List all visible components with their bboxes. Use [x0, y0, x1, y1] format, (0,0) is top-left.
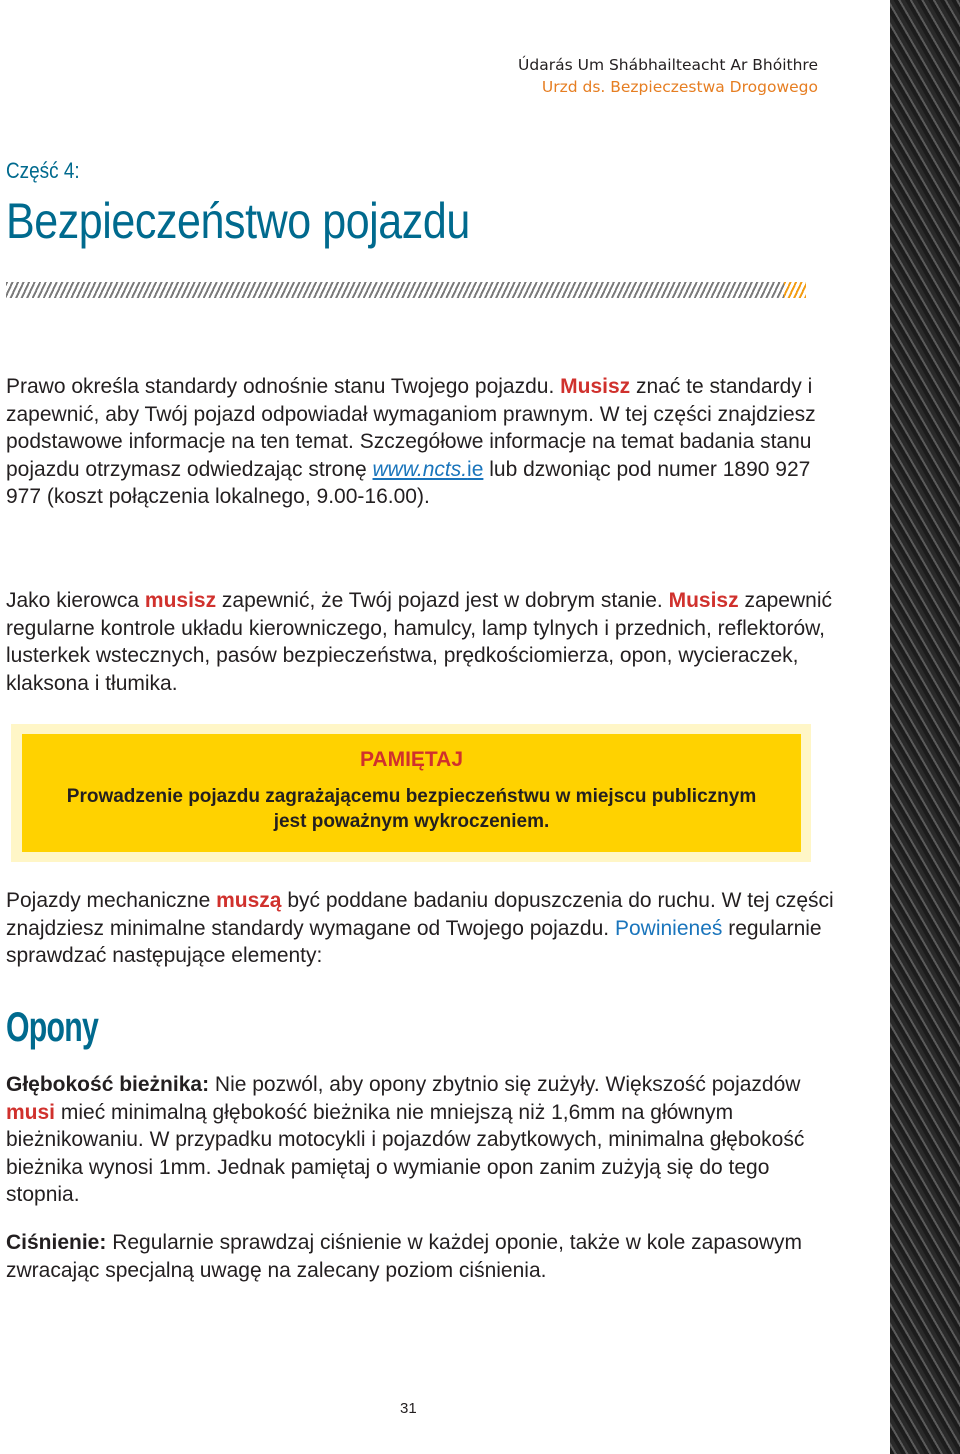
intro-emphasis-musisz: Musisz — [560, 375, 631, 398]
vehicles-text-2: być poddane badaniu dopuszczenia do ruchu. W tej części znajdziesz minimalne standardy wymagane od Twojego pojazdu. — [6, 889, 834, 940]
driver-text-2: zapewnić, że Twój pojazd jest w dobrym stanie. — [216, 589, 669, 612]
tread-text-2: mieć minimalną głębokość bieżnika nie mniejszą niż 1,6mm na głównym bieżnikowaniu. W przypadku motocykli i pojazdów zabytkowych, minimalna głębokość bieżnika wynosi 1mm. Jednak pamiętaj o wymianie opon zanim zużyją się do tego stopnia. — [6, 1100, 805, 1206]
part-label: Część 4: — [6, 158, 80, 183]
driver-text-1: Jako kierowca — [6, 589, 145, 612]
driver-emphasis-musisz: musisz — [144, 589, 217, 612]
pressure-label: Ciśnienie: — [6, 1231, 107, 1254]
ncts-link-text-2: ie — [467, 457, 484, 481]
vehicles-emphasis-powinienes: Powinieneś — [614, 916, 723, 940]
intro-text-3: lub dzwoniąc pod numer 1890 927 977 (koszt połączenia lokalnego, 9.00-16.00). — [6, 457, 811, 508]
tread-emphasis-musi: musi — [6, 1100, 56, 1124]
ncts-website-link[interactable] — [373, 458, 484, 481]
vehicles-text-1: Pojazdy mechaniczne — [6, 889, 217, 912]
tread-depth-paragraph — [6, 1071, 836, 1209]
org-name-irish: Údarás Um Shábhailteacht Ar Bhóithre — [518, 56, 818, 74]
pressure-paragraph — [6, 1229, 836, 1284]
decorative-side-strip — [890, 0, 960, 1454]
driver-paragraph — [6, 587, 836, 697]
page-title: Bezpieczeństwo pojazdu — [6, 193, 470, 249]
reminder-title: PAMIĘTAJ — [359, 748, 464, 771]
page-number: 31 — [400, 1400, 417, 1417]
pressure-text-1: Regularnie sprawdzaj ciśnienie w każdej oponie, także w kole zapasowym zwracając specjalną uwagę na zalecany poziom ciśnienia. — [6, 1231, 803, 1282]
reminder-box — [22, 734, 801, 852]
vehicles-paragraph — [6, 887, 836, 970]
driver-emphasis-musisz-2: Musisz — [668, 589, 739, 612]
decorative-hatch-divider — [6, 282, 806, 298]
tread-text-1: Nie pozwól, aby opony zbytnio się zużyły. Większość pojazdów — [209, 1073, 801, 1096]
org-name-polish: Urzd ds. Bezpieczestwa Drogowego — [541, 78, 818, 96]
reminder-text: Prowadzenie pojazdu zagrażającemu bezpieczeństwu w miejscu publicznym jest poważnym wykroczeniem. — [66, 786, 757, 832]
tread-depth-label: Głębokość bieżnika: — [6, 1073, 210, 1096]
vehicles-emphasis-musza: muszą — [216, 889, 282, 912]
driver-text-3: zapewnić regularne kontrole układu kierowniczego, hamulcy, lamp tylnych i przednich, reflektorów, lusterkek wstecznych, pasów bezpieczeństwa, prędkościomierza, opon, wycieraczek, klaksona i tłumika. — [6, 589, 832, 695]
vehicles-text-3: regularnie sprawdzać następujące elementy: — [6, 916, 822, 967]
section-heading-opony: Opony — [6, 1003, 99, 1050]
intro-paragraph — [6, 373, 836, 511]
intro-text-2: znać te standardy i zapewnić, aby Twój pojazd odpowiadał wymaganiom prawnym. W tej części znajdziesz podstawowe informacje na ten temat. Szczegółowe informacje na temat badania stanu pojazdu otrzymasz odwiedzając stronę — [6, 375, 816, 481]
intro-text-1: Prawo określa standardy odnośnie stanu Twojego pojazdu. — [6, 375, 561, 398]
ncts-link-text-1: www.ncts. — [372, 457, 468, 481]
organization-header — [518, 54, 818, 98]
